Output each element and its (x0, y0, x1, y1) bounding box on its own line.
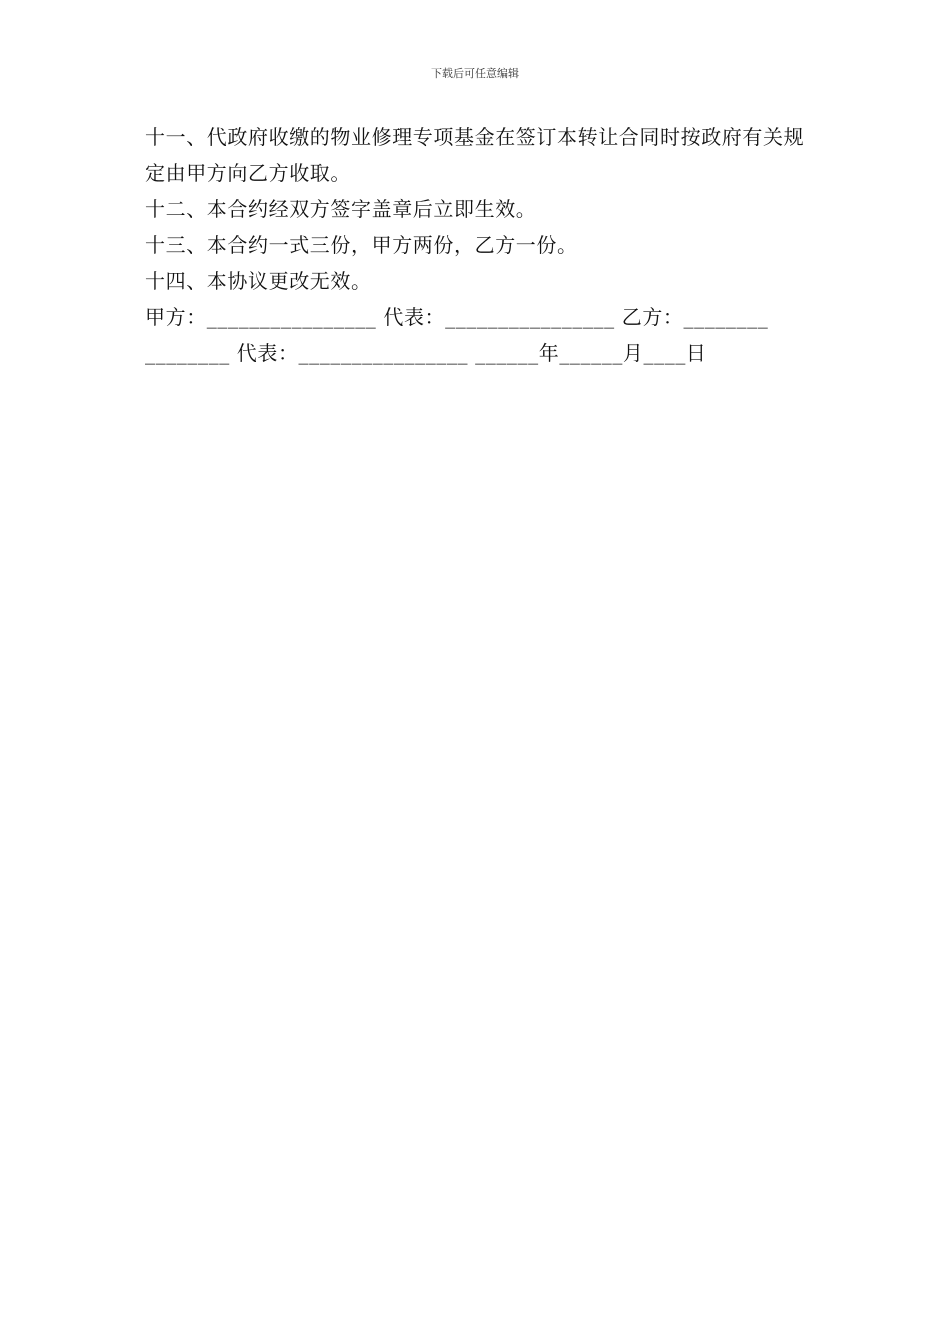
clause-14: 十四、本协议更改无效。 (145, 269, 372, 293)
page-header: 下载后可任意编辑 (431, 67, 519, 80)
clause-13: 十三、本合约一式三份，甲方两份，乙方一份。 (145, 233, 578, 257)
signature-line-1: 甲方：________________ 代表：________________ 乙方：________ (145, 305, 769, 329)
signature-line-2: ________ 代表：________________ ______年______月____日 (145, 341, 707, 365)
clause-12: 十二、本合约经双方签字盖章后立即生效。 (145, 197, 537, 221)
clause-11: 十一、代政府收缴的物业修理专项基金在签订本转让合同时按政府有关规定由甲方向乙方收取。 (145, 125, 805, 185)
document-body (145, 119, 810, 371)
